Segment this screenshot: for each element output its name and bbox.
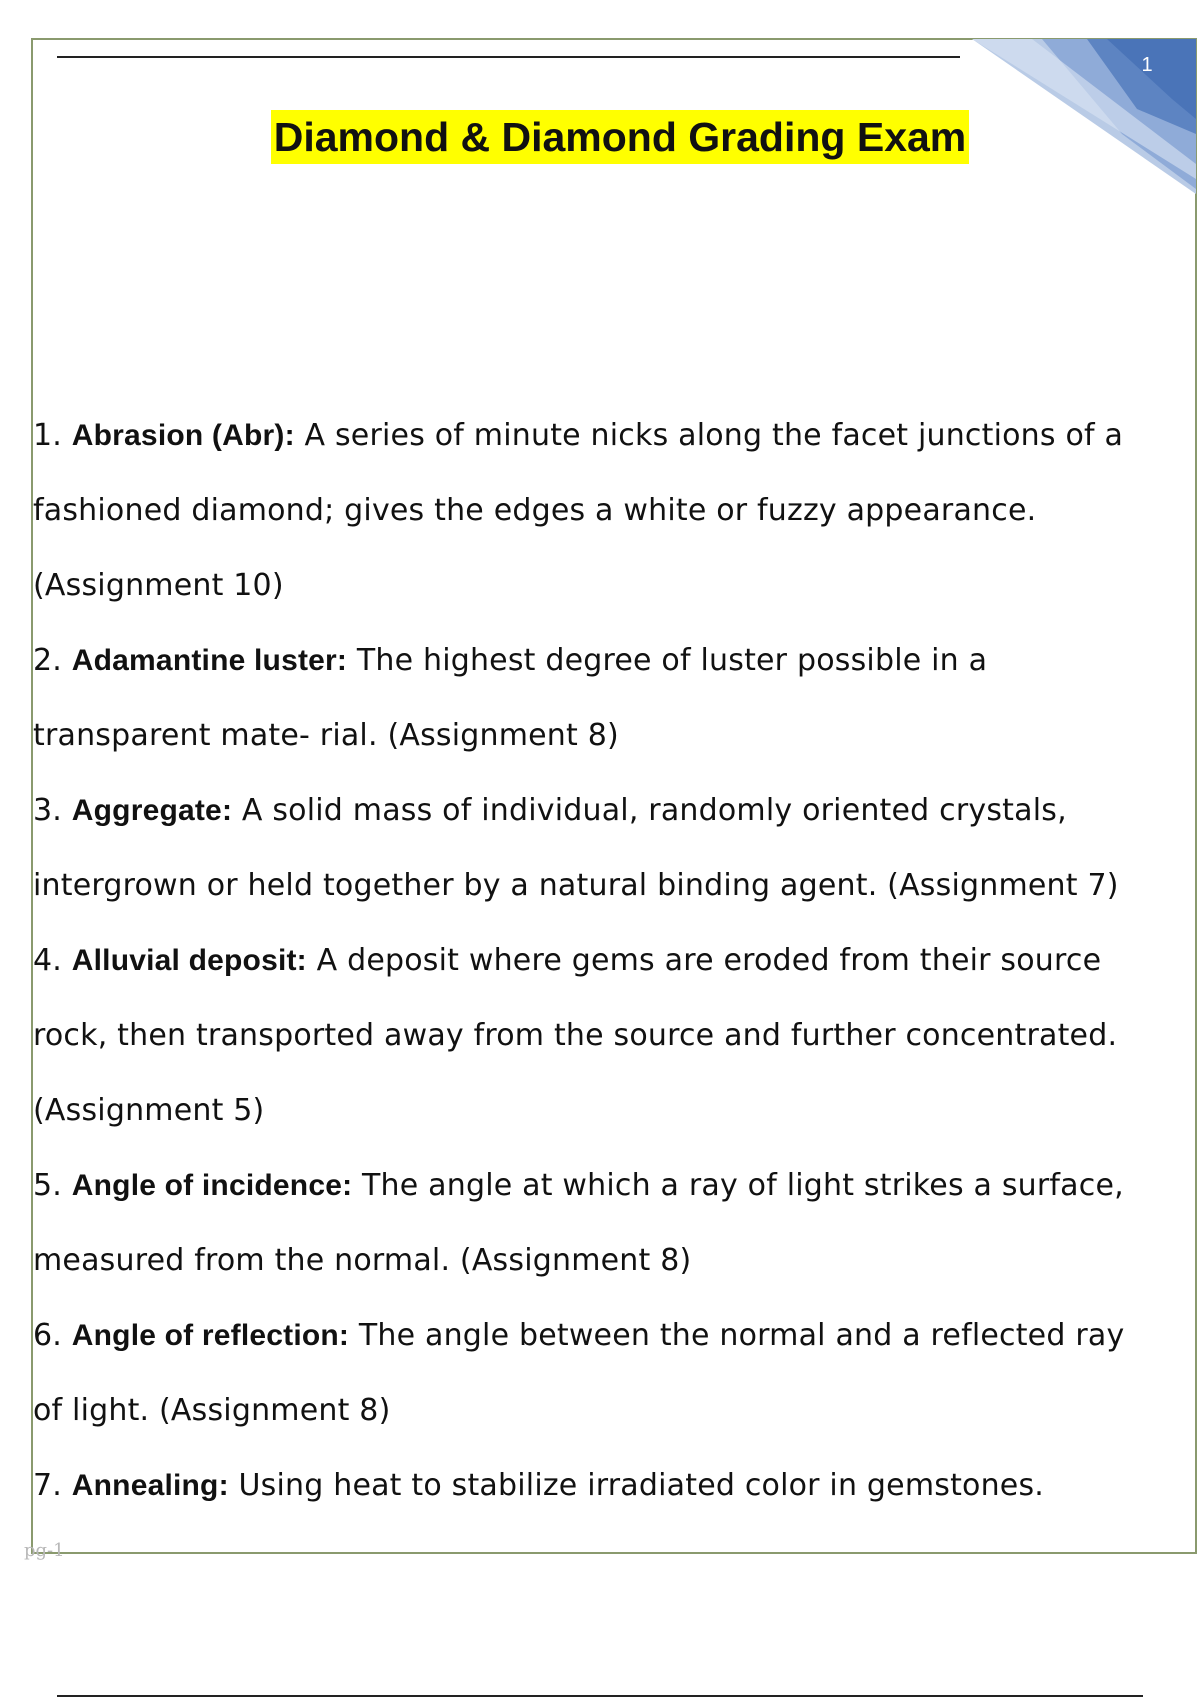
glossary-entry-angle-of-reflection <box>33 1298 1183 1448</box>
entry-text: A deposit where gems are eroded from their source <box>306 943 1102 978</box>
header-rule <box>57 56 960 58</box>
glossary-entry-alluvial-deposit <box>33 923 1183 1148</box>
glossary-entry-annealing <box>33 1448 1183 1523</box>
entry-line: (Assignment 5) <box>33 1093 265 1128</box>
glossary-entry-abrasion <box>33 398 1183 623</box>
bottom-rule <box>57 1695 1143 1697</box>
entry-term: Angle of reflection: <box>71 1319 350 1352</box>
glossary-entry-adamantine-luster <box>33 623 1183 773</box>
entry-text: The angle at which a ray of light strikes a surface, <box>352 1168 1124 1203</box>
entry-line <box>33 623 1183 698</box>
glossary-entry-aggregate <box>33 773 1183 923</box>
entry-number: 3. <box>33 793 63 828</box>
page-footer-label: pg-1 <box>24 1540 65 1561</box>
page-number: 1 <box>1141 54 1153 76</box>
entry-line <box>33 398 1183 473</box>
entry-line: intergrown or held together by a natural binding agent. (Assignment 7) <box>33 868 1119 903</box>
entry-term: Alluvial deposit: <box>71 944 307 977</box>
entry-line <box>33 1148 1183 1223</box>
entry-text: The angle between the normal and a reflected ray <box>349 1318 1125 1353</box>
entry-line <box>33 1298 1183 1373</box>
entry-line <box>33 1448 1183 1523</box>
page-title: Diamond & Diamond Grading Exam <box>271 110 970 164</box>
entry-number: 6. <box>33 1318 63 1353</box>
entry-text: A series of minute nicks along the facet junctions of a <box>294 418 1124 453</box>
entry-number: 2. <box>33 643 63 678</box>
entry-term: Aggregate: <box>71 794 233 827</box>
entry-term: Adamantine luster: <box>71 644 348 677</box>
glossary-entry-angle-of-incidence <box>33 1148 1183 1298</box>
entry-term: Abrasion (Abr): <box>71 419 295 452</box>
entry-line: rock, then transported away from the source and further concentrated. <box>33 1018 1118 1053</box>
title-container <box>0 110 1200 164</box>
entry-line: of light. (Assignment 8) <box>33 1393 391 1428</box>
glossary-list <box>33 398 1183 1523</box>
entry-term: Annealing: <box>71 1469 229 1502</box>
entry-text: A solid mass of individual, randomly oriented crystals, <box>232 793 1067 828</box>
entry-number: 1. <box>33 418 63 453</box>
entry-number: 5. <box>33 1168 63 1203</box>
entry-text: Using heat to stabilize irradiated color in gemstones. <box>228 1468 1045 1503</box>
entry-term: Angle of incidence: <box>71 1169 353 1202</box>
entry-number: 4. <box>33 943 63 978</box>
entry-text: The highest degree of luster possible in a <box>347 643 988 678</box>
entry-line: transparent mate- rial. (Assignment 8) <box>33 718 619 753</box>
entry-number: 7. <box>33 1468 63 1503</box>
entry-line: (Assignment 10) <box>33 568 284 603</box>
entry-line <box>33 773 1183 848</box>
entry-line: fashioned diamond; gives the edges a white or fuzzy appearance. <box>33 493 1037 528</box>
entry-line <box>33 923 1183 998</box>
entry-line: measured from the normal. (Assignment 8) <box>33 1243 692 1278</box>
